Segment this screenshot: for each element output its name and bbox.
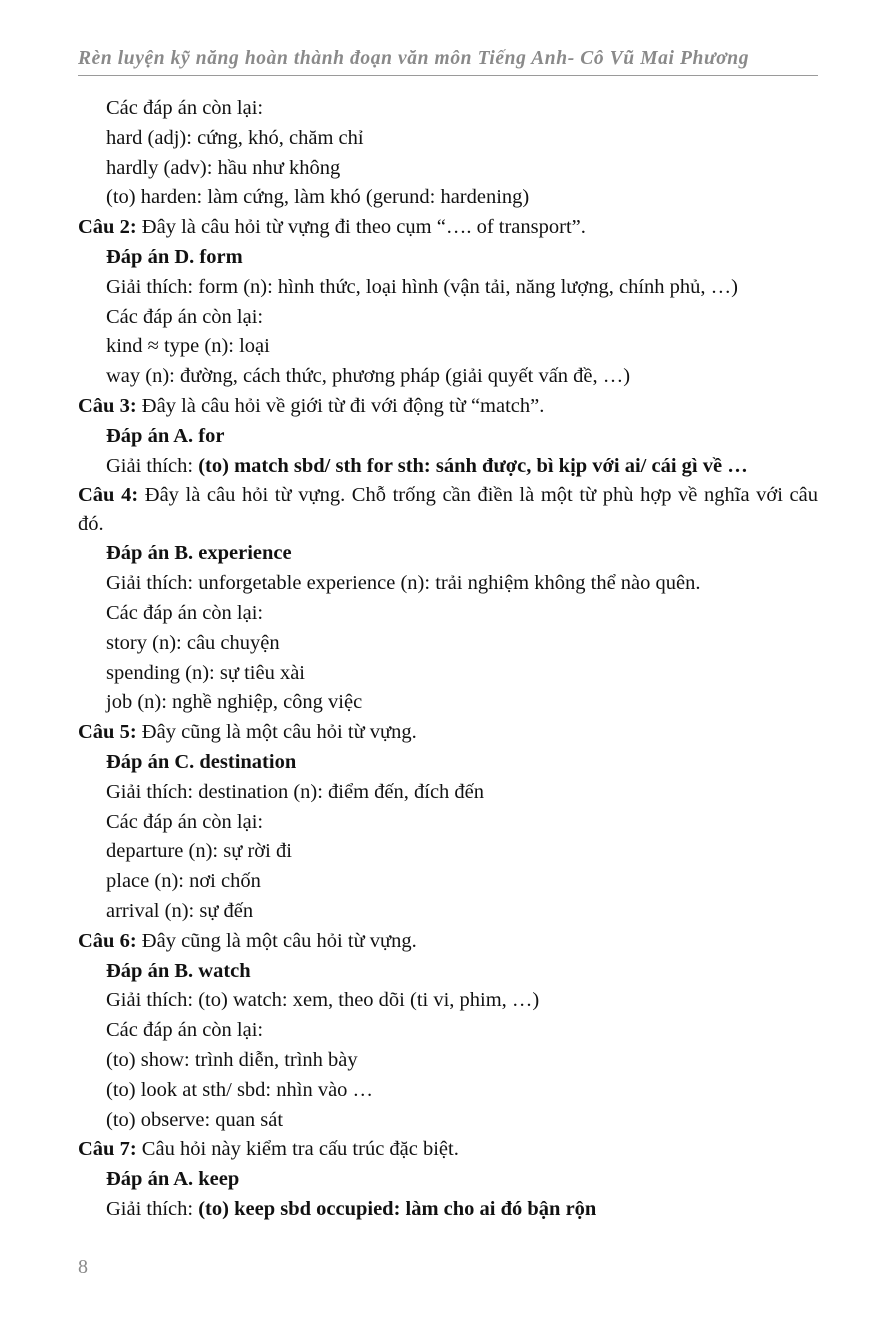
text-line: Giải thích: destination (n): điểm đến, đích đến: [106, 780, 485, 803]
text-line: Giải thích: form (n): hình thức, loại hình (vận tải, năng lượng, chính phủ, …): [106, 275, 738, 298]
question-label: Câu 4:: [78, 484, 139, 507]
text-line: job (n): nghề nghiệp, công việc: [106, 691, 363, 714]
question-heading: Câu 5: Đây cũng là một câu hỏi từ vựng.: [78, 721, 417, 744]
text-line: way (n): đường, cách thức, phương pháp (giải quyết vấn đề, …): [106, 365, 631, 388]
page-header-title: Rèn luyện kỹ năng hoàn thành đoạn văn môn Tiếng Anh- Cô Vũ Mai Phương: [78, 48, 750, 69]
question-label: Câu 7:: [78, 1138, 137, 1161]
text-line: Các đáp án còn lại:: [106, 1019, 264, 1042]
text-line: Giải thích: (to) keep sbd occupied: làm cho ai đó bận rộn: [106, 1197, 597, 1220]
text-line: (to) harden: làm cứng, làm khó (gerund: hardening): [106, 186, 530, 209]
question-heading: Câu 7: Câu hỏi này kiểm tra cấu trúc đặc biệt.: [78, 1138, 459, 1161]
text-line: departure (n): sự rời đi: [106, 840, 292, 863]
answer-line: Đáp án A. keep: [106, 1168, 240, 1191]
page-number: 8: [78, 1256, 88, 1278]
text-line: place (n): nơi chốn: [106, 870, 261, 893]
answer-line: Đáp án A. for: [106, 424, 225, 447]
text-line: Giải thích: (to) match sbd/ sth for sth: sánh được, bì kịp với ai/ cái gì về …: [106, 454, 748, 477]
answer-line: Đáp án C. destination: [106, 750, 297, 773]
question-heading: Câu 2: Đây là câu hỏi từ vựng đi theo cụm “…. of transport”.: [78, 216, 586, 239]
question-heading: Câu 3: Đây là câu hỏi về giới từ đi với động từ “match”.: [78, 394, 545, 417]
text-line: (to) show: trình diễn, trình bày: [106, 1048, 358, 1071]
text-line: hard (adj): cứng, khó, chăm chỉ: [106, 126, 364, 149]
text-line: spending (n): sự tiêu xài: [106, 661, 305, 684]
text-line: Các đáp án còn lại:: [106, 97, 264, 119]
text-line: (to) look at sth/ sbd: nhìn vào …: [106, 1078, 374, 1101]
answer-explanations: [78, 94, 818, 1225]
text-line: Các đáp án còn lại:: [106, 810, 264, 833]
text-line: Các đáp án còn lại:: [106, 305, 264, 328]
answer-line: Đáp án B. experience: [106, 542, 292, 565]
text-line: hardly (adv): hầu như không: [106, 156, 341, 179]
answer-line: Đáp án D. form: [106, 245, 243, 268]
question-label: Câu 6:: [78, 929, 137, 952]
question-label: Câu 2:: [78, 216, 137, 239]
question-heading: Câu 4: Đây là câu hỏi từ vựng. Chỗ trống cần điền là một từ phù hợp về nghĩa với câu đó.: [78, 484, 819, 536]
question-label: Câu 3:: [78, 394, 137, 417]
question-label: Câu 5:: [78, 721, 137, 744]
answer-line: Đáp án B. watch: [106, 959, 251, 982]
text-line: Các đáp án còn lại:: [106, 601, 264, 624]
text-line: (to) observe: quan sát: [106, 1108, 284, 1131]
text-line: arrival (n): sự đến: [106, 899, 254, 922]
text-line: Giải thích: unforgetable experience (n): trải nghiệm không thể nào quên.: [106, 572, 701, 595]
header-divider: [78, 75, 818, 76]
text-line: Giải thích: (to) watch: xem, theo dõi (ti vi, phim, …): [106, 989, 540, 1012]
question-heading: Câu 6: Đây cũng là một câu hỏi từ vựng.: [78, 929, 417, 952]
text-line: story (n): câu chuyện: [106, 631, 280, 654]
text-line: kind ≈ type (n): loại: [106, 335, 270, 358]
